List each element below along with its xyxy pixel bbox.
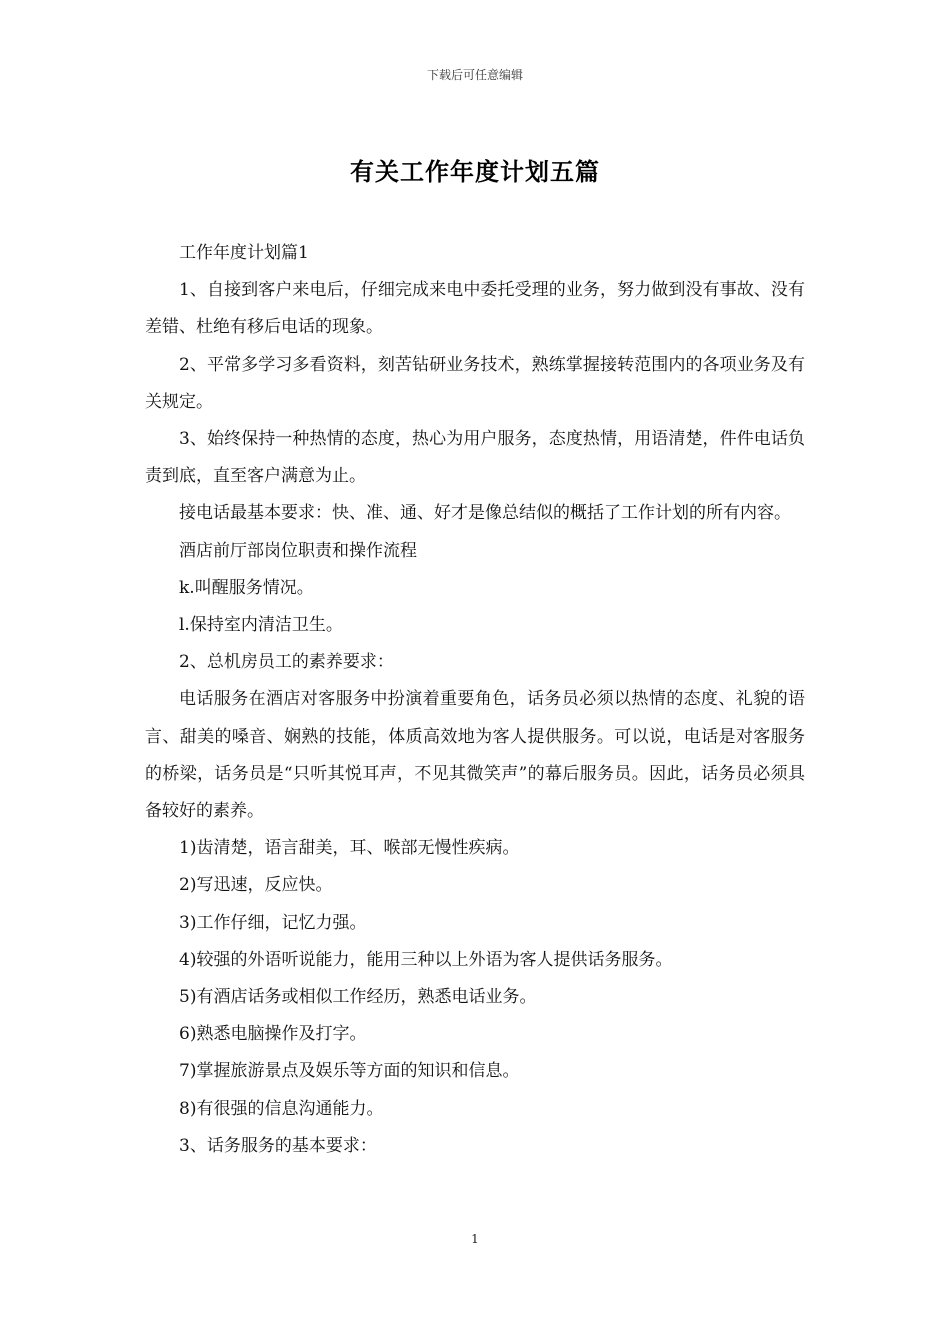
paragraph: 3)工作仔细，记忆力强。 [179, 912, 367, 933]
paragraph: l.保持室内清洁卫生。 [179, 615, 343, 636]
paragraph: k.叫醒服务情况。 [179, 577, 314, 598]
paragraph: 8)有很强的信息沟通能力。 [179, 1098, 384, 1119]
paragraph: 5)有酒店话务或相似工作经历，熟悉电话业务。 [179, 987, 537, 1008]
paragraph: 6)熟悉电脑操作及打字。 [179, 1024, 367, 1045]
page-header: 下载后可任意编辑 [426, 68, 523, 82]
paragraph: 2)写迅速，反应快。 [179, 875, 333, 896]
paragraph: 工作年度计划篇1 [179, 243, 309, 263]
paragraph: 接电话最基本要求：快、准、通、好才是像总结似的概括了工作计划的所有内容。 [179, 503, 791, 524]
paragraph: 2、总机房员工的素养要求： [179, 652, 394, 673]
paragraph: 电话服务在酒店对客服务中扮演着重要角色，话务员必须以热情的态度、礼貌的语言、甜美的嗓音、娴熟的技能，体质高效地为客人提供服务。可以说，电话是对客服务的桥梁，话务员是“只听其悦耳声，不见其微笑声”的幕后服务员。因此，话务员必须具备较好的素养。 [145, 689, 805, 822]
document-body [145, 235, 805, 1165]
paragraph: 酒店前厅部岗位职责和操作流程 [179, 540, 417, 561]
paragraph: 1)齿清楚，语言甜美，耳、喉部无慢性疾病。 [179, 838, 520, 859]
paragraph: 3、话务服务的基本要求： [179, 1135, 377, 1156]
page-number: 1 [471, 1232, 479, 1246]
document-title: 有关工作年度计划五篇 [350, 157, 600, 186]
paragraph: 3、始终保持一种热情的态度，热心为用户服务，态度热情，用语清楚，件件电话负责到底，直至客户满意为止。 [145, 429, 805, 487]
paragraph: 2、平常多学习多看资料，刻苦钻研业务技术，熟练掌握接转范围内的各项业务及有关规定。 [145, 354, 805, 412]
paragraph: 1、自接到客户来电后，仔细完成来电中委托受理的业务，努力做到没有事故、没有差错、杜绝有移后电话的现象。 [145, 280, 805, 338]
paragraph: 7)掌握旅游景点及娱乐等方面的知识和信息。 [179, 1061, 520, 1082]
paragraph: 4)较强的外语听说能力，能用三种以上外语为客人提供话务服务。 [179, 949, 673, 970]
